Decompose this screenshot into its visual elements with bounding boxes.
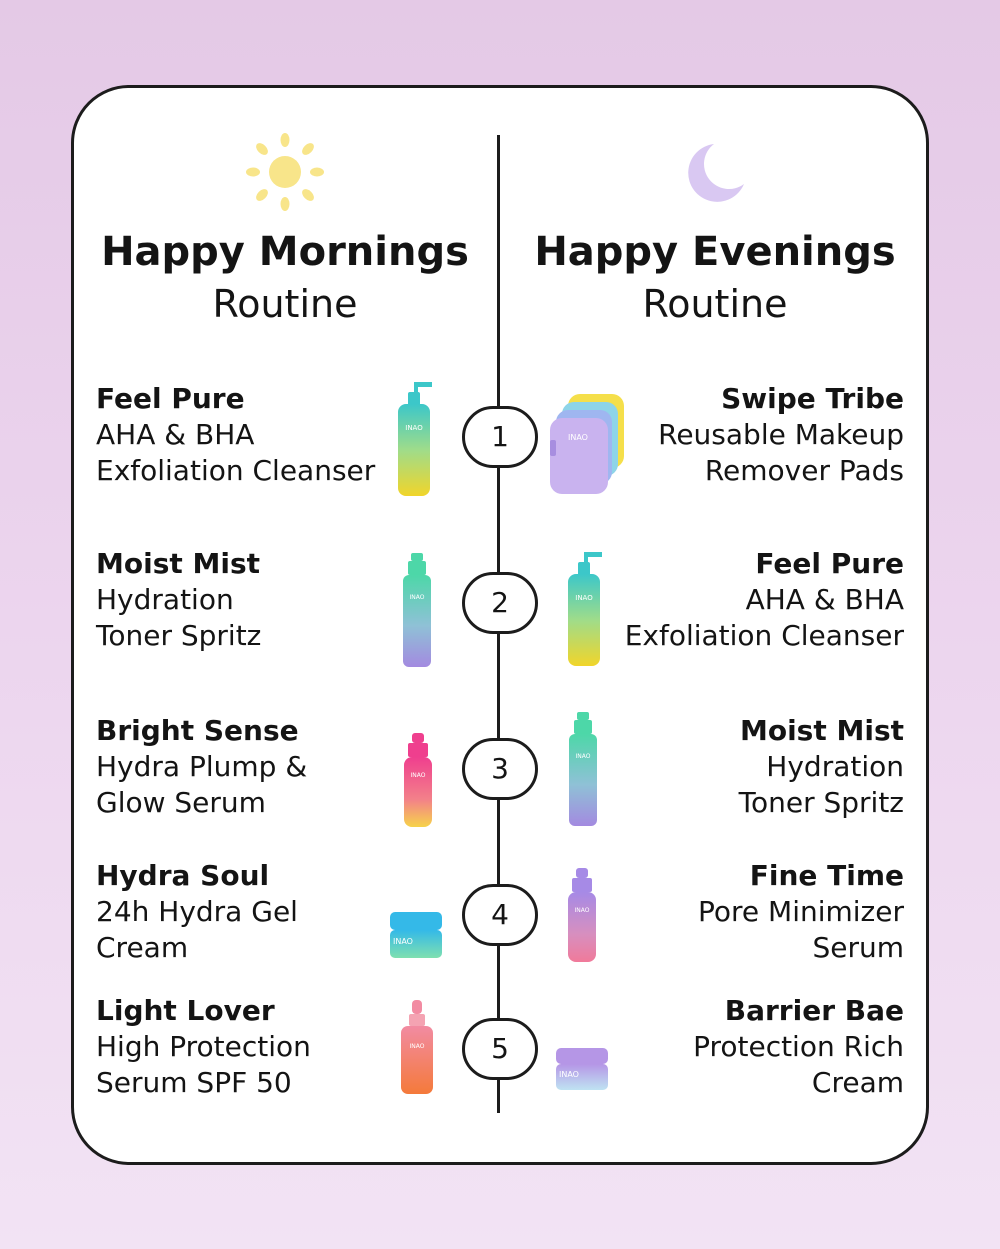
evening-subtitle: Routine (642, 282, 788, 326)
evening-title: Happy Evenings (534, 229, 896, 275)
svg-text:INAO: INAO (575, 753, 591, 760)
morning-step-3 (96, 713, 307, 821)
product-desc: Hydration (766, 750, 904, 783)
product-name: Fine Time (749, 859, 904, 892)
step-number-1: 1 (462, 406, 538, 468)
product-desc: Remover Pads (704, 454, 904, 487)
svg-text:INAO: INAO (409, 594, 425, 601)
product-desc: Pore Minimizer (698, 895, 904, 928)
product-desc: Serum (812, 931, 904, 964)
product-name: Moist Mist (96, 547, 261, 580)
svg-text:INAO: INAO (393, 937, 413, 946)
svg-text:INAO: INAO (410, 772, 426, 779)
pump-bottle-icon (392, 382, 438, 498)
pump-bottle-icon (562, 552, 608, 668)
evening-heading (510, 226, 920, 330)
product-desc: Cream (96, 931, 189, 964)
step-number-4: 4 (462, 884, 538, 946)
product-name: Feel Pure (755, 547, 904, 580)
product-name: Bright Sense (96, 714, 299, 747)
product-name: Light Lover (96, 994, 275, 1027)
sun-icon (246, 133, 324, 211)
cream-jar-icon (554, 1046, 610, 1092)
product-desc: AHA & BHA (745, 583, 904, 616)
evening-step-3 (739, 713, 904, 821)
svg-text:INAO: INAO (568, 433, 588, 442)
product-name: Feel Pure (96, 382, 245, 415)
product-desc: Toner Spritz (738, 786, 904, 819)
product-desc: Hydration (96, 583, 234, 616)
morning-step-4 (96, 858, 298, 966)
morning-subtitle: Routine (212, 282, 358, 326)
moon-icon (684, 142, 746, 204)
product-desc: Hydra Plump & (96, 750, 308, 783)
spray-bottle-icon (565, 712, 601, 828)
morning-step-5 (96, 993, 311, 1101)
evening-step-1 (658, 381, 904, 489)
spray-bottle-icon (399, 553, 435, 669)
morning-step-1 (96, 381, 375, 489)
evening-step-5 (693, 993, 904, 1101)
svg-text:INAO: INAO (409, 1043, 425, 1050)
serum-bottle-icon (565, 868, 599, 964)
cream-jar-icon (388, 910, 444, 960)
product-desc: Exfoliation Cleanser (624, 619, 904, 652)
svg-text:INAO: INAO (405, 424, 423, 432)
step-number-2: 2 (462, 572, 538, 634)
product-desc: 24h Hydra Gel (96, 895, 298, 928)
step-number-3: 3 (462, 738, 538, 800)
product-desc: Glow Serum (96, 786, 266, 819)
svg-text:INAO: INAO (559, 1070, 579, 1079)
product-desc: Exfoliation Cleanser (96, 454, 376, 487)
product-desc: AHA & BHA (96, 418, 255, 451)
svg-text:INAO: INAO (575, 594, 593, 602)
product-desc: Cream (811, 1066, 904, 1099)
morning-step-2 (96, 546, 261, 654)
svg-text:INAO: INAO (574, 907, 590, 914)
product-desc: Reusable Makeup (658, 418, 904, 451)
product-desc: Protection Rich (693, 1030, 904, 1063)
product-name: Hydra Soul (96, 859, 270, 892)
step-number-5: 5 (462, 1018, 538, 1080)
morning-title: Happy Mornings (101, 229, 469, 275)
product-desc: Serum SPF 50 (96, 1066, 292, 1099)
serum-bottle-icon (401, 733, 435, 829)
product-desc: Toner Spritz (96, 619, 262, 652)
dropper-bottle-icon (398, 1000, 436, 1096)
makeup-pads-icon (548, 392, 628, 496)
product-name: Barrier Bae (724, 994, 904, 1027)
morning-heading (80, 226, 490, 330)
evening-step-4 (698, 858, 904, 966)
product-name: Moist Mist (739, 714, 904, 747)
product-name: Swipe Tribe (721, 382, 904, 415)
evening-step-2 (625, 546, 904, 654)
product-desc: High Protection (96, 1030, 311, 1063)
